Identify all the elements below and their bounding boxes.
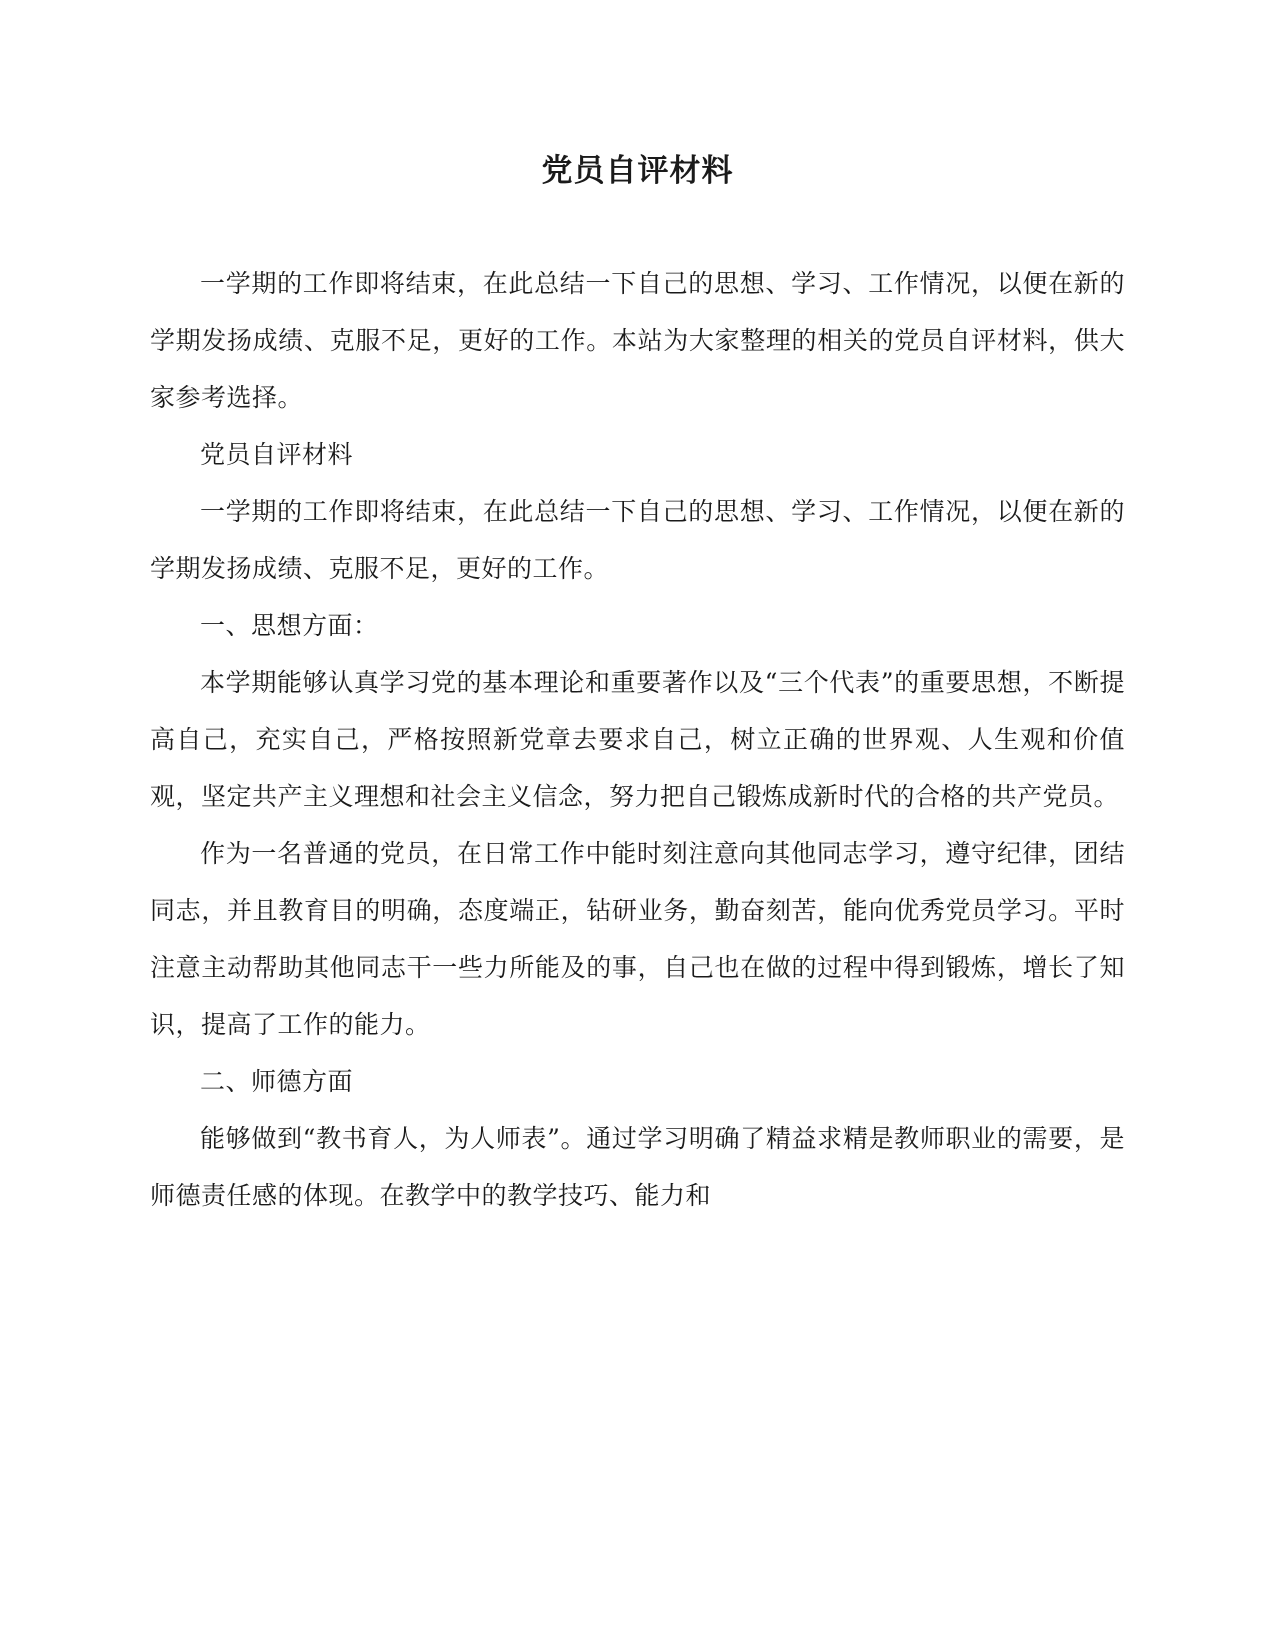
page-title: 党员自评材料 bbox=[541, 153, 734, 189]
paragraph: 作为一名普通的党员，在日常工作中能时刻注意向其他同志学习，遵守纪律，团结同志，并且教育目的明确，态度端正，钻研业务，勤奋刻苦，能向优秀党员学习。平时注意主动帮助其他同志干一些力所能及的事，自己也在做的过程中得到锻炼，增长了知识，提高了工作的能力。 bbox=[150, 839, 1125, 1040]
paragraph: 党员自评材料 bbox=[200, 440, 354, 470]
section-heading: 二、师德方面 bbox=[200, 1067, 354, 1097]
paragraph: 本学期能够认真学习党的基本理论和重要著作以及“三个代表”的重要思想，不断提高自己，充实自己，严格按照新党章去要求自己，树立正确的世界观、人生观和价值观，坚定共产主义理想和社会主义信念，努力把自己锻炼成新时代的合格的共产党员。 bbox=[150, 668, 1125, 812]
paragraph: 一学期的工作即将结束，在此总结一下自己的思想、学习、工作情况，以便在新的学期发扬成绩、克服不足，更好的工作。本站为大家整理的相关的党员自评材料，供大家参考选择。 bbox=[150, 269, 1125, 413]
paragraph: 一学期的工作即将结束，在此总结一下自己的思想、学习、工作情况，以便在新的学期发扬成绩、克服不足，更好的工作。 bbox=[150, 497, 1125, 584]
paragraph: 能够做到“教书育人，为人师表”。通过学习明确了精益求精是教师职业的需要，是师德责任感的体现。在教学中的教学技巧、能力和 bbox=[150, 1124, 1125, 1211]
section-heading: 一、思想方面： bbox=[200, 611, 379, 641]
